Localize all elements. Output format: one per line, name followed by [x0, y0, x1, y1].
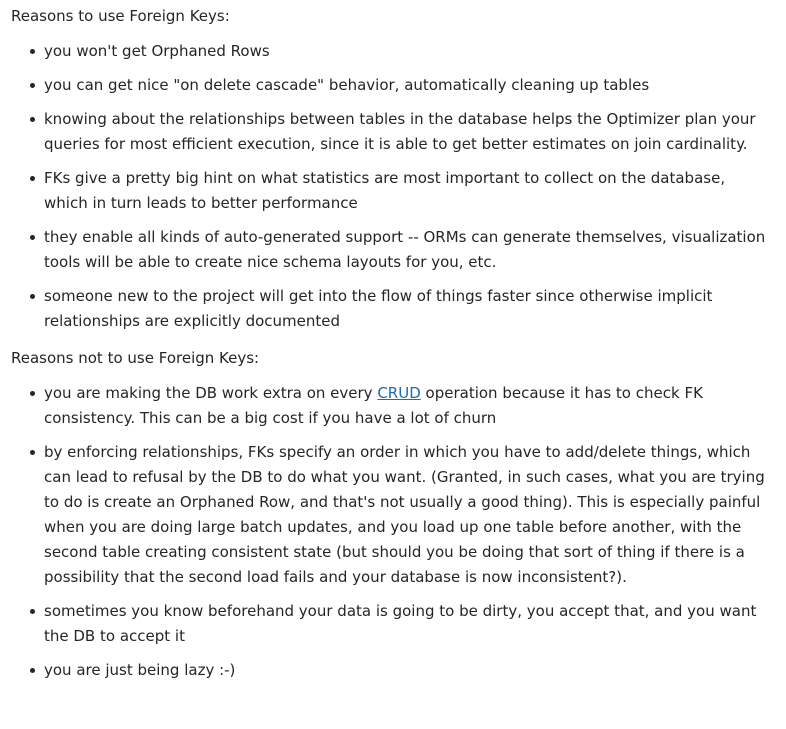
list-item: knowing about the relationships between tables in the database helps the Optimizer plan your queries for most efficient execution, since it is able to get better estimates on join cardinality.	[44, 107, 771, 157]
list-item: FKs give a pretty big hint on what statistics are most important to collect on the database, which in turn leads to better performance	[44, 166, 771, 216]
list-item-text: operation because it has to check FK consistency. This can be a big cost if you have a lot of churn	[44, 384, 703, 427]
list-item: you won't get Orphaned Rows	[44, 39, 771, 64]
reasons-against-list	[11, 381, 771, 683]
list-item: by enforcing relationships, FKs specify an order in which you have to add/delete things, which can lead to refusal by the DB to do what you want. (Granted, in such cases, what you are trying to do is create an Orphaned Row, and that's not usually a good thing). This is especially painful when you are doing large batch updates, and you load up one table before another, with the second table creating consistent state (but should you be doing that sort of thing if there is a possibility that the second load fails and your database is now inconsistent?).	[44, 440, 771, 590]
reasons-against-heading: Reasons not to use Foreign Keys:	[11, 349, 260, 367]
list-item: you are just being lazy :-)	[44, 658, 771, 683]
reasons-for-heading: Reasons to use Foreign Keys:	[11, 7, 230, 25]
reasons-for-list	[11, 39, 771, 334]
crud-link[interactable]: CRUD	[377, 384, 421, 402]
list-item-text: you are making the DB work extra on every	[44, 384, 378, 402]
list-item: someone new to the project will get into the flow of things faster since otherwise implicit relationships are explicitly documented	[44, 284, 771, 334]
list-item: you can get nice "on delete cascade" behavior, automatically cleaning up tables	[44, 73, 771, 98]
list-item	[44, 381, 771, 431]
list-item: they enable all kinds of auto-generated support -- ORMs can generate themselves, visualization tools will be able to create nice schema layouts for you, etc.	[44, 225, 771, 275]
list-item: sometimes you know beforehand your data is going to be dirty, you accept that, and you want the DB to accept it	[44, 599, 771, 649]
